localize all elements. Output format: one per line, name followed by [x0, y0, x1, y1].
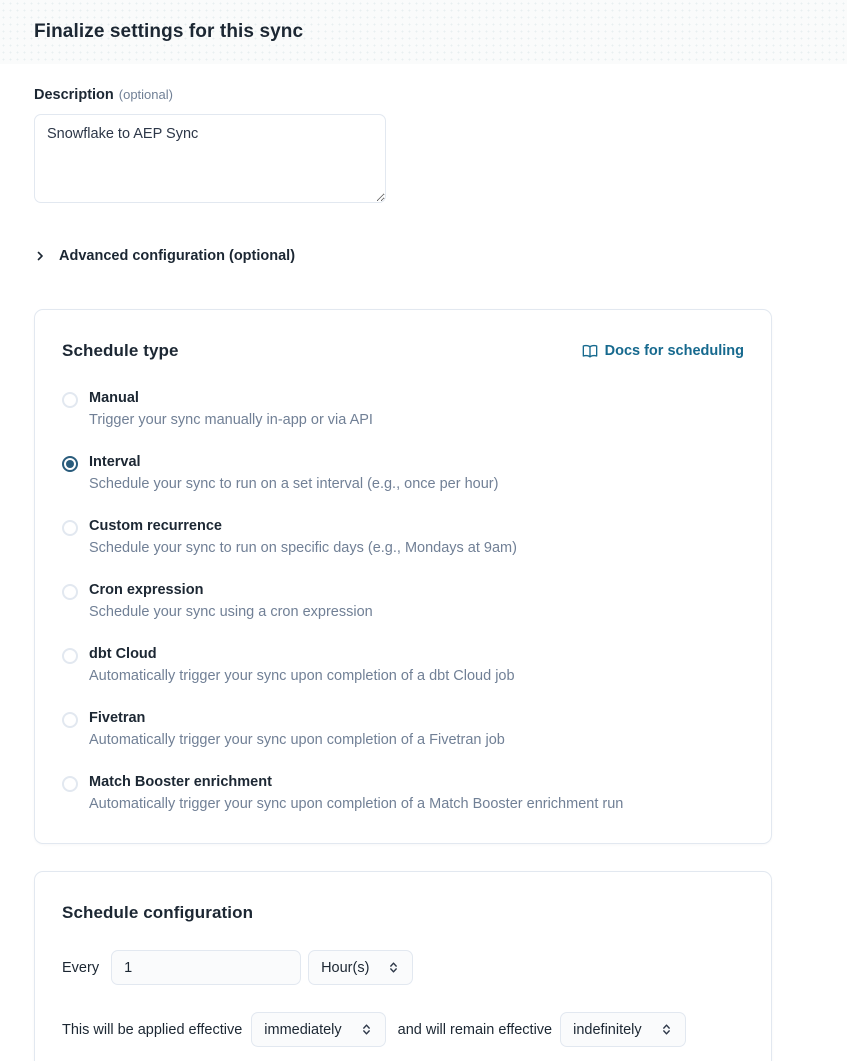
radio-button-icon[interactable] — [62, 392, 78, 408]
radio-option-texts — [89, 518, 517, 556]
docs-link-label: Docs for scheduling — [604, 343, 744, 359]
radio-option-label: Interval — [89, 454, 141, 470]
chevron-right-icon — [34, 250, 46, 262]
interval-unit-value: Hour(s) — [321, 959, 370, 976]
schedule-type-option[interactable] — [62, 390, 744, 428]
radio-option-description: Schedule your sync using a cron expression — [89, 604, 373, 620]
radio-button-icon[interactable] — [62, 712, 78, 728]
schedule-type-title: Schedule type — [62, 341, 179, 360]
chevron-up-down-icon — [387, 960, 400, 975]
effective-select[interactable] — [251, 1012, 385, 1047]
chevron-up-down-icon — [660, 1022, 673, 1037]
radio-button-icon[interactable] — [62, 456, 78, 472]
schedule-type-option[interactable] — [62, 582, 744, 620]
radio-option-description: Schedule your sync to run on a set interval (e.g., once per hour) — [89, 476, 499, 492]
remain-effective-select[interactable] — [560, 1012, 686, 1047]
radio-option-label: Custom recurrence — [89, 518, 222, 534]
effective-config-row — [62, 1012, 744, 1047]
description-optional-hint: (optional) — [118, 87, 173, 102]
page-header — [0, 0, 847, 64]
radio-option-texts — [89, 454, 498, 492]
schedule-type-card-header — [62, 341, 744, 361]
radio-button-icon[interactable] — [62, 584, 78, 600]
schedule-type-option[interactable] — [62, 646, 744, 684]
radio-option-label: dbt Cloud — [89, 646, 157, 662]
interval-unit-select[interactable] — [308, 950, 413, 985]
radio-option-description: Automatically trigger your sync upon completion of a Fivetran job — [89, 732, 505, 748]
remain-prefix-label: and will remain effective — [397, 1021, 553, 1038]
schedule-configuration-card — [34, 871, 772, 1061]
every-label: Every — [62, 959, 100, 976]
schedule-type-option[interactable] — [62, 774, 744, 812]
radio-option-texts — [89, 710, 505, 748]
radio-option-texts — [89, 646, 515, 684]
description-label: Description — [34, 87, 114, 103]
advanced-configuration-toggle[interactable] — [34, 248, 295, 264]
radio-option-texts — [89, 390, 373, 428]
schedule-type-card — [34, 309, 772, 844]
page-title: Finalize settings for this sync — [34, 21, 304, 42]
radio-option-texts — [89, 774, 623, 812]
radio-option-label: Manual — [89, 390, 139, 406]
schedule-type-options — [62, 390, 744, 812]
radio-option-description: Automatically trigger your sync upon completion of a Match Booster enrichment run — [89, 796, 624, 812]
schedule-configuration-title: Schedule configuration — [62, 903, 254, 922]
effective-value: immediately — [264, 1021, 342, 1038]
description-label-row — [34, 87, 813, 103]
radio-button-icon[interactable] — [62, 648, 78, 664]
chevron-up-down-icon — [360, 1022, 373, 1037]
book-open-icon — [582, 343, 598, 359]
interval-value-input[interactable] — [111, 950, 301, 985]
docs-for-scheduling-link[interactable] — [582, 343, 744, 359]
main-content — [0, 87, 847, 1061]
advanced-configuration-label: Advanced configuration (optional) — [59, 248, 296, 264]
interval-config-row — [62, 950, 744, 985]
remain-effective-value: indefinitely — [573, 1021, 642, 1038]
radio-option-description: Schedule your sync to run on specific days (e.g., Mondays at 9am) — [89, 540, 517, 556]
radio-button-icon[interactable] — [62, 776, 78, 792]
schedule-type-option[interactable] — [62, 710, 744, 748]
description-input[interactable] — [34, 114, 386, 203]
radio-option-description: Trigger your sync manually in-app or via API — [89, 412, 373, 428]
radio-option-texts — [89, 582, 373, 620]
radio-option-label: Cron expression — [89, 582, 204, 598]
radio-option-label: Fivetran — [89, 710, 146, 726]
radio-option-description: Automatically trigger your sync upon completion of a dbt Cloud job — [89, 668, 515, 684]
radio-button-icon[interactable] — [62, 520, 78, 536]
radio-option-label: Match Booster enrichment — [89, 774, 272, 790]
schedule-type-option[interactable] — [62, 454, 744, 492]
effective-prefix-label: This will be applied effective — [62, 1021, 243, 1038]
schedule-type-option[interactable] — [62, 518, 744, 556]
